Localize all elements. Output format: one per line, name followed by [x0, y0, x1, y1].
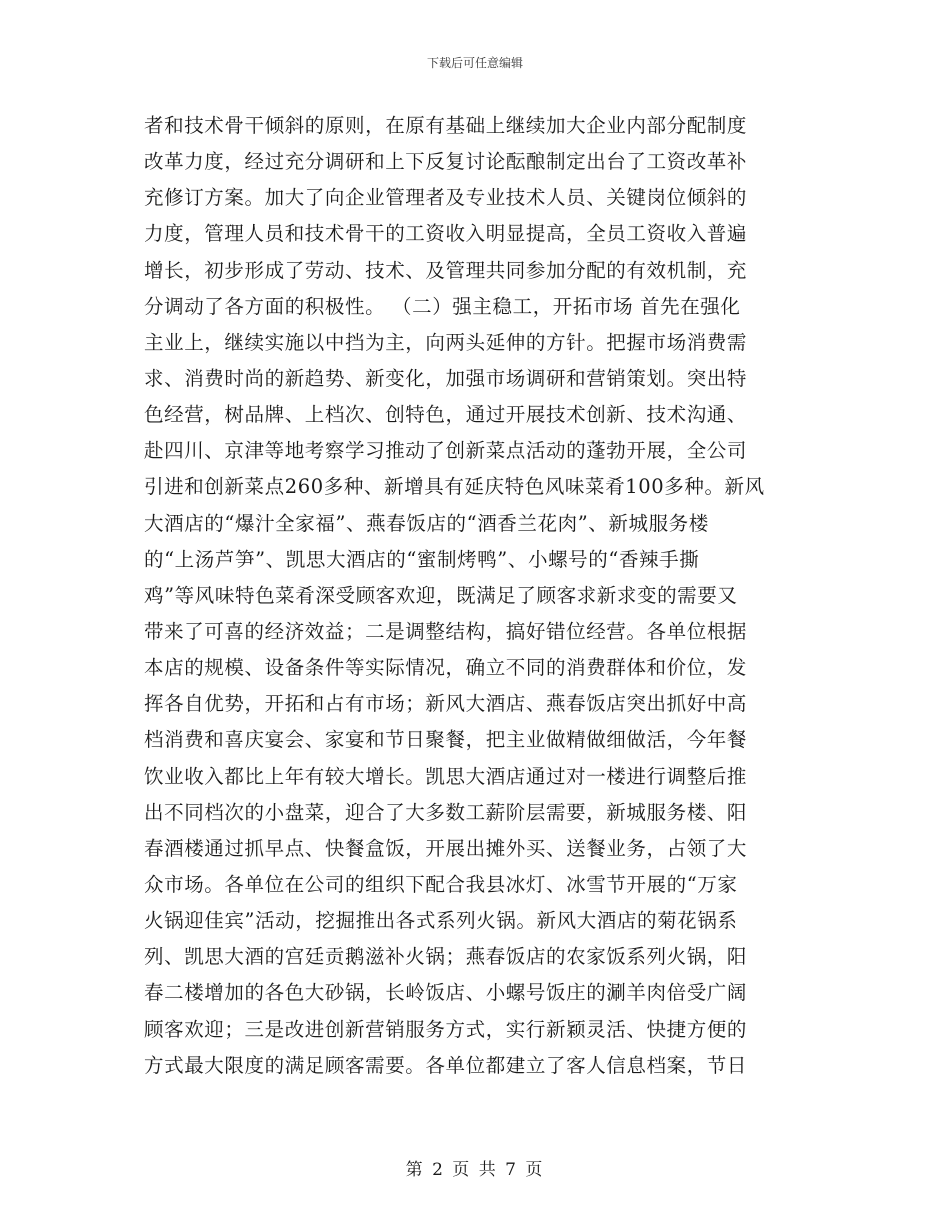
text-line: 本店的规模、设备条件等实际情况，确立不同的消费群体和价位，发 [144, 656, 748, 680]
text-line: 分调动了各方面的积极性。 （二）强主稳工，开拓市场 首先在强化 [144, 294, 741, 318]
text-line: 求、消费时尚的新趋势、新变化，加强市场调研和营销策划。突出特 [144, 366, 748, 390]
text-line: 改革力度，经过充分调研和上下反复讨论酝酿制定出台了工资改革补 [144, 150, 748, 174]
text-line: 充修订方案。加大了向企业管理者及专业技术人员、关键岗位倾斜的 [144, 186, 748, 210]
text-line: 的“上汤芦笋”、凯思大酒店的“蜜制烤鸭”、小螺号的“香辣手撕 [144, 547, 700, 571]
text-line: 者和技术骨干倾斜的原则，在原有基础上继续加大企业内部分配制度 [144, 114, 748, 137]
text-line: 火锅迎佳宾”活动，挖掘推出各式系列火锅。新风大酒店的菊花锅系 [144, 909, 738, 933]
text-line: 春酒楼通过抓早点、快餐盒饭，开展出摊外买、送餐业务，占领了大 [144, 836, 748, 860]
text-line: 方式最大限度的满足顾客需要。各单位都建立了客人信息档案，节日 [144, 1053, 748, 1077]
page-number-footer: 第 2 页 共 7 页 [405, 1160, 545, 1180]
text-line: 春二楼增加的各色大砂锅，长岭饭店、小螺号饭庄的涮羊肉倍受广阔 [144, 981, 748, 1005]
text-line: 力度，管理人员和技术骨干的工资收入明显提高，全员工资收入普遍 [144, 222, 748, 246]
text-line: 色经营，树品牌、上档次、创特色，通过开展技术创新、技术沟通、 [144, 403, 748, 427]
body-text [144, 108, 804, 1084]
text-line: 列、凯思大酒的宫廷贡鹅滋补火锅；燕春饭店的农家饭系列火锅，阳 [144, 945, 748, 969]
text-line: 大酒店的“爆汁全家福”、燕春饭店的“酒香兰花肉”、新城服务楼 [144, 511, 709, 535]
text-line: 赴四川、京津等地考察学习推动了创新菜点活动的蓬勃开展，全公司 [144, 439, 748, 463]
text-line: 饮业收入都比上年有较大增长。凯思大酒店通过对一楼进行调整后推 [144, 764, 748, 788]
text-line: 出不同档次的小盘菜，迎合了大多数工薪阶层需要，新城服务楼、阳 [144, 800, 748, 824]
text-line: 众市场。各单位在公司的组织下配合我县冰灯、冰雪节开展的“万家 [144, 872, 738, 896]
text-line: 主业上，继续实施以中挡为主，向两头延伸的方针。把握市场消费需 [144, 330, 748, 354]
text-line: 引进和创新菜点260多种、新增具有延庆特色风味菜肴100多种。新风 [144, 475, 765, 499]
text-line: 带来了可喜的经济效益；二是调整结构，搞好错位经营。各单位根据 [144, 619, 748, 643]
text-line: 鸡”等风味特色菜肴深受顾客欢迎，既满足了顾客求新求变的需要又 [144, 583, 738, 607]
text-line: 顾客欢迎；三是改进创新营销服务方式，实行新颖灵活、快捷方便的 [144, 1017, 748, 1041]
text-line: 档消费和喜庆宴会、家宴和节日聚餐，把主业做精做细做活，今年餐 [144, 728, 748, 752]
page-header: 下载后可任意编辑 [426, 56, 523, 70]
text-line: 增长，初步形成了劳动、技术、及管理共同参加分配的有效机制，充 [144, 258, 748, 282]
text-line: 挥各自优势，开拓和占有市场；新风大酒店、燕春饭店突出抓好中高 [144, 692, 748, 716]
